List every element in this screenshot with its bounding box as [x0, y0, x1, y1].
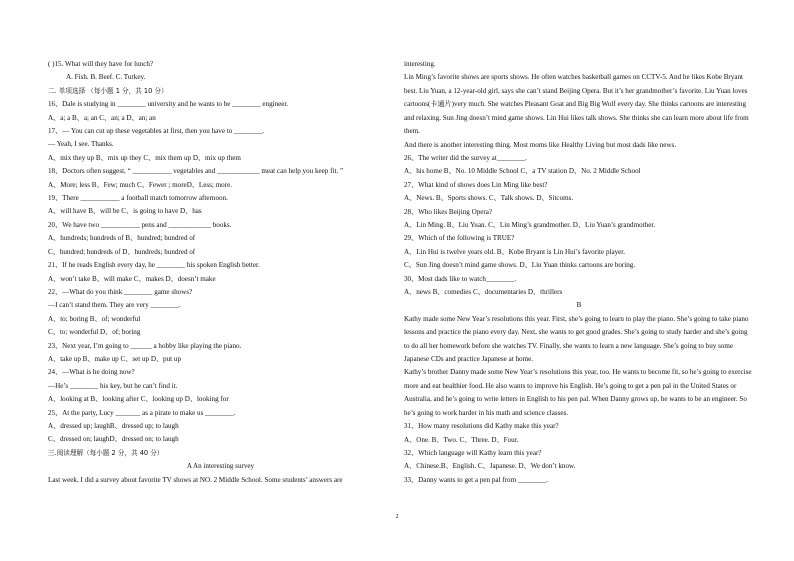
- left-column-line: 21、If he reads English every day, he ________ his spoken English better.: [48, 261, 260, 270]
- right-column-line: 27、What kind of shows does Lin Ming like best?: [404, 180, 548, 189]
- left-column-line: A、More; less B、Few; much C、Fewer ; moreD、Less; more.: [48, 180, 233, 189]
- left-column-line: A. Fish. B. Beef. C. Turkey.: [66, 73, 146, 82]
- left-column-line: 16、Dale is studying in ________ university and he wants to be ________ engineer.: [48, 100, 289, 109]
- left-column-line: A、mix they up B、mix up they C、mix them up D、mix up them: [48, 153, 241, 162]
- left-column-line: C、to; wonderful D、of; boring: [48, 328, 141, 337]
- right-column-line: 28、Who likes Beijing Opera?: [404, 207, 493, 216]
- left-column-line: 19、There ___________ a football match tomorrow afternoon.: [48, 194, 228, 203]
- right-column-line: A、Lin Hui is twelve years old. B、Kobe Bryant is Lin Hui’s favorite player.: [404, 247, 626, 256]
- right-column-line: 32、Which language will Kathy learn this year?: [404, 448, 542, 457]
- left-column-line: A、dressed up; laughB、dressed up; to laugh: [48, 421, 179, 430]
- right-column-line: A、Chinese.B、English. C、Japanese. D、We don’t know.: [404, 462, 576, 471]
- left-column-line: ( )15. What will they have for lunch?: [48, 60, 154, 68]
- right-column-line: 31、How many resolutions did Kathy make this year?: [404, 422, 559, 431]
- right-column-line: 26、The writer did the survey at________.: [404, 153, 527, 162]
- left-column-line: A、take up B、make up C、set up D、put up: [48, 354, 181, 363]
- right-column-line: Kathy’s brother Danny made some New Year’s resolutions this year, too. He wants to become fit, so he’s going to exercise more and eat healthier food. He also wants to improve his English. He’s going to get a pen pal in the United States or Australia, and he’s going to write letters in English to his pen pal. When Danny grows up, he wants to be an engineer. So he’s going to work harder in his math and science classes.: [404, 368, 752, 417]
- left-column-line: —I can’t stand them. They are very ________.: [48, 301, 181, 310]
- right-column-line: 33、Danny wants to get a pen pal from ________.: [404, 475, 549, 484]
- left-column-line: 20、We have two ___________ pens and ____________ books.: [48, 220, 232, 229]
- right-column-line: 30、Most dads like to watch________.: [404, 274, 517, 283]
- right-column-line: Kathy made some New Year’s resolutions this year. First, she’s going to learn to play the piano. She’s going to take piano lessons and practice the piano every day. Next, she wants to get good grades. She’s going to study harder and she’s going to do all her homework before she watches TV. Finally, she wants to learn a new language. She’s going to buy some Japanese CDs and practice Japanese at home.: [404, 314, 749, 364]
- left-column-line: 三.阅读理解（每小题 2 分，共 40 分）: [48, 448, 164, 457]
- left-column-line: —He’s ________ his key, but he can’t find it.: [48, 381, 178, 390]
- left-column-line: C、dressed on; laughD、dressed on; to laugh: [48, 435, 179, 444]
- left-column-line: A、looking at B、looking after C、looking up D、looking for: [48, 395, 229, 404]
- right-column-line: B: [576, 301, 582, 310]
- right-column-line: A、News. B、Sports shows. C、Talk shows. D、Sitcoms.: [404, 194, 574, 203]
- right-column-line: A、his home B、No. 10 Middle School C、a TV station D、No. 2 Middle School: [404, 167, 641, 176]
- left-column-line: Last week, I did a survey about favorite TV shows at NO. 2 Middle School. Some students’ answers are: [48, 475, 343, 484]
- left-column-line: 22、—What do you think ________ game shows?: [48, 287, 193, 296]
- left-column-line: A、hundreds; hundreds of B、hundred; hundred of: [48, 234, 196, 243]
- left-column: [48, 58, 393, 487]
- left-column-line: A、will have B、will be C、is going to have D、has: [48, 207, 202, 216]
- right-column-line: A、One. B、Two. C、Three. D、Four.: [404, 435, 519, 444]
- right-column-line: And there is another interesting thing. Most moms like Healthy Living but most dads like news.: [404, 140, 677, 149]
- left-column-line: A、to; boring B、of; wonderful: [48, 314, 141, 323]
- left-column-line: 24、—What is he doing now?: [48, 368, 135, 377]
- right-column-line: 29、Which of the following is TRUE?: [404, 234, 515, 243]
- left-column-line: C、hundred; hundreds of D、hundreds; hundred of: [48, 247, 196, 256]
- right-column-line: interesting.: [404, 60, 436, 68]
- right-column-line: Lin Ming’s favorite shows are sports shows. He often watches basketball games on CCTV-5. And he likes Kobe Bryant best. Liu Yuan, a 12-year-old girl, says she can’t stand Beijing Opera. But it’s her grandmother’s favorite. Liu Yuan loves cartoons(卡通片)very much. She watches Pleasant Goat and Big Big Wolf every day. She thinks cartoons are interesting and relaxing. Sun Jing doesn’t mind game shows. Lin Hui likes talk shows. She thinks she can learn more about life from them.: [404, 73, 749, 136]
- left-column-line: A、a; a B、a; an C、an; a D、an; an: [48, 113, 156, 122]
- left-column-line: 25、At the party, Lucy _______ as a pirate to make us ________.: [48, 408, 236, 417]
- left-column-line: 二. 单项选择 （每小题 1 分，共 10 分）: [48, 86, 168, 95]
- page-number: 2: [395, 514, 399, 520]
- left-column-line: — Yeah, I see. Thanks.: [48, 140, 114, 149]
- left-column-line: 23、Next year, I’m going to ______ a hobby like playing the piano.: [48, 341, 242, 350]
- right-column-line: A、Lin Ming. B、Liu Yuan. C、Lin Ming’s grandmother. D、Liu Yuan’s grandmother.: [404, 220, 656, 229]
- left-column-line: A、won’t take B、will make C、makes D、doesn’t make: [48, 274, 216, 283]
- right-column-line: A、news B、comedies C、documentaries D、thrillers: [404, 287, 563, 296]
- right-column: [404, 58, 754, 487]
- right-column-line: C、Sun Jing doesn’t mind game shows. D、Liu Yuan thinks cartoons are boring.: [404, 261, 636, 270]
- left-column-line: 18、Doctors often suggest, “ ___________ vegetables and ____________ meat can help you keep fit. ”: [48, 167, 344, 176]
- left-column-line: 17、— You can cut up these vegetables at first, then you have to ________.: [48, 127, 265, 136]
- left-column-line: A An interesting survey: [186, 462, 255, 471]
